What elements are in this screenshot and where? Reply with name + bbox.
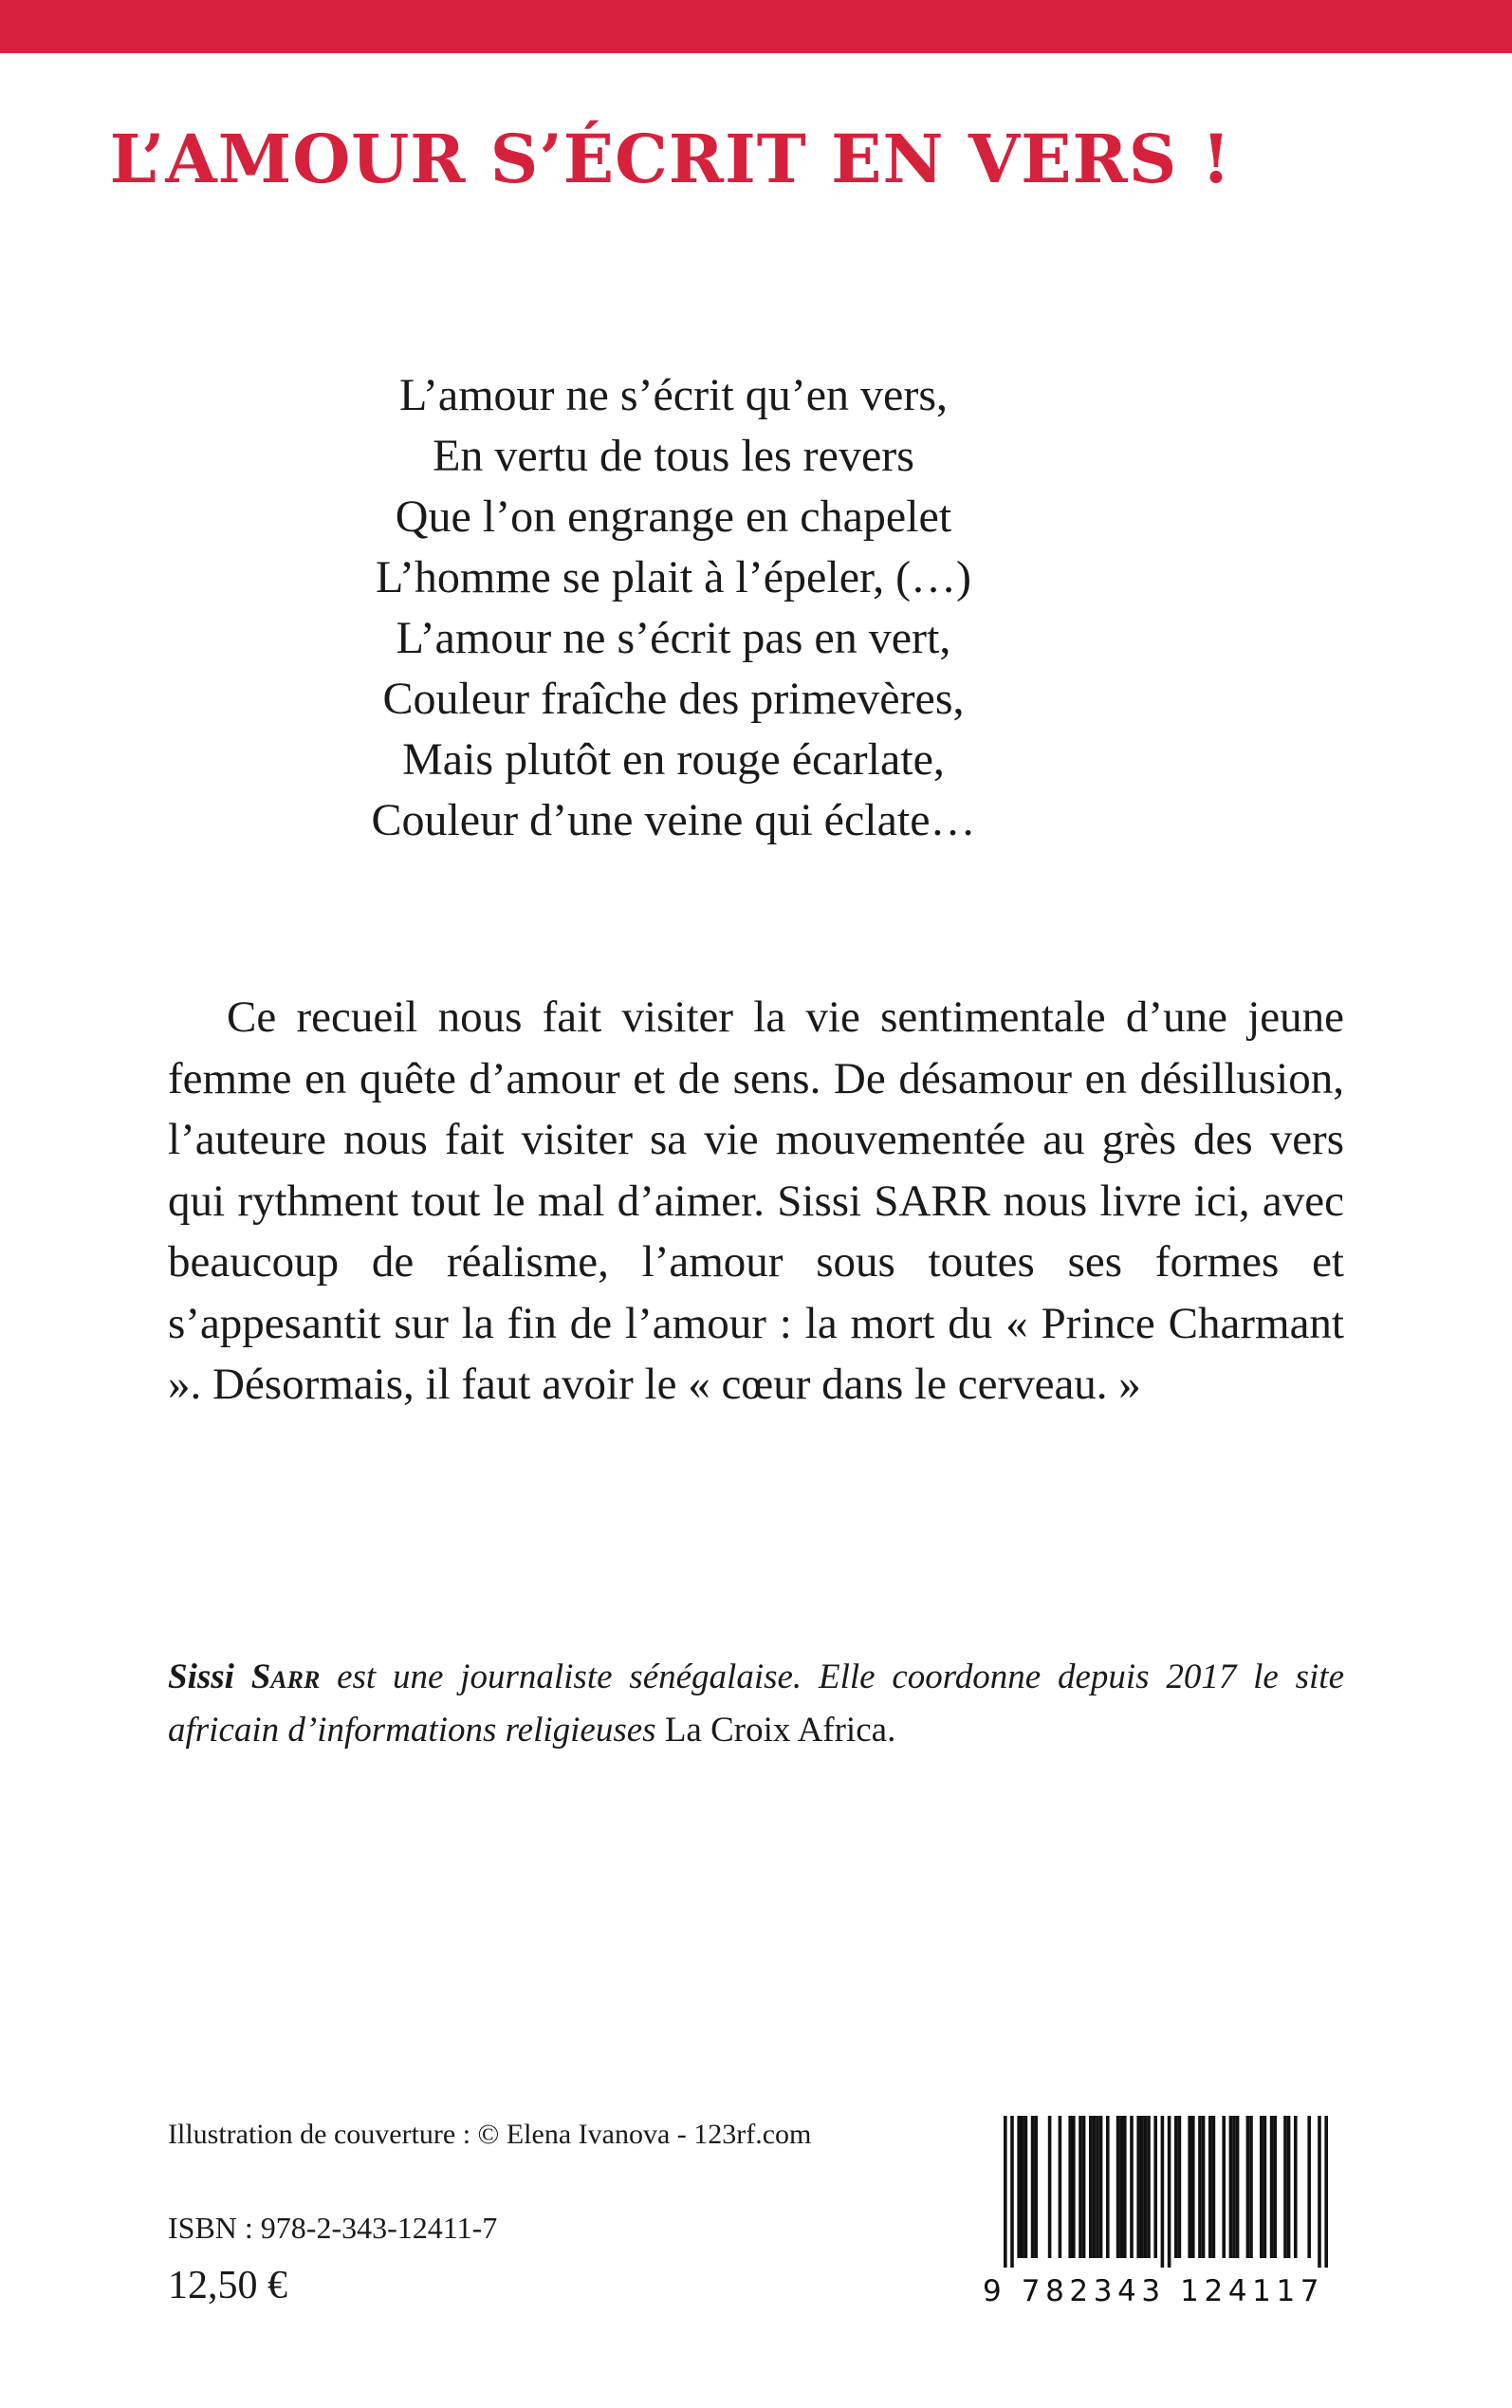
barcode-bar	[1324, 2116, 1328, 2268]
illustration-credit: Illustration de couverture : © Elena Ivanova - 123rf.com	[168, 2119, 812, 2150]
barcode-bar	[1273, 2116, 1277, 2258]
barcode-bar	[1249, 2116, 1253, 2258]
barcode-bar	[1116, 2116, 1120, 2258]
barcode-bar	[1147, 2116, 1151, 2258]
barcode-bar	[1161, 2116, 1165, 2268]
poem-excerpt	[360, 365, 986, 851]
barcode-bar	[1222, 2116, 1226, 2258]
barcode-bar	[1099, 2116, 1103, 2258]
barcode-bar	[1096, 2116, 1099, 2258]
top-color-band	[0, 0, 1512, 53]
barcode-bar	[1024, 2116, 1028, 2258]
author-bio	[168, 1651, 1344, 1757]
barcode-bar	[1004, 2116, 1007, 2268]
barcode-bar	[1168, 2116, 1171, 2268]
barcode-bar	[1106, 2116, 1110, 2258]
publication-name: La Croix Africa	[664, 1711, 888, 1750]
barcode-bar	[1068, 2116, 1072, 2258]
barcode-bar	[1048, 2116, 1052, 2258]
barcode-bar	[1010, 2116, 1014, 2268]
barcode-bar	[1260, 2116, 1263, 2258]
barcode-bar	[1263, 2116, 1267, 2258]
author-first-name: Sissi	[168, 1658, 234, 1696]
barcode-bar	[1283, 2116, 1287, 2258]
barcode-bar	[1246, 2116, 1250, 2258]
barcode-bar	[1178, 2116, 1182, 2258]
barcode-bar	[1079, 2116, 1082, 2258]
poem-line: L’amour ne s’écrit qu’en vers,	[398, 370, 948, 420]
poem-line: L’homme se plait à l’épeler, (…)	[375, 552, 972, 602]
barcode-bar	[1153, 2116, 1157, 2258]
barcode-bar	[1232, 2116, 1236, 2258]
barcode-bar	[1198, 2116, 1202, 2258]
poem-line: Couleur d’une veine qui éclate…	[371, 795, 976, 845]
barcode-bar	[1270, 2116, 1274, 2258]
barcode-bar	[1072, 2116, 1076, 2258]
barcode-bar	[1188, 2116, 1191, 2258]
barcode-bar	[1136, 2116, 1140, 2258]
barcode-bar	[1208, 2116, 1212, 2258]
barcode-bar	[1093, 2116, 1097, 2258]
barcode-bar	[1191, 2116, 1195, 2258]
barcode-bar	[1229, 2116, 1233, 2258]
barcode	[983, 2116, 1343, 2309]
barcode-bar	[1082, 2116, 1086, 2258]
barcode-bar	[1287, 2116, 1291, 2258]
poem-line: Que l’on engrange en chapelet	[395, 491, 952, 542]
barcode-bar	[1059, 2116, 1062, 2258]
barcode-bar	[1031, 2116, 1035, 2258]
barcode-bar	[1089, 2116, 1093, 2258]
barcode-bar	[1236, 2116, 1240, 2258]
bio-end-punctuation: .	[887, 1711, 896, 1750]
barcode-bar	[1017, 2116, 1021, 2258]
poem-line: L’amour ne s’écrit pas en vert,	[396, 613, 951, 663]
book-title: L’AMOUR S’ÉCRIT EN VERS !	[109, 120, 1232, 198]
barcode-bar	[1140, 2116, 1144, 2258]
barcode-bar	[1123, 2116, 1127, 2258]
author-bio-text: est une journaliste sénégalaise. Elle coordonne depuis 2017 le site africain d’informations religieuses	[168, 1658, 1345, 1750]
barcode-bar	[1174, 2116, 1178, 2258]
barcode-bar	[1202, 2116, 1206, 2258]
barcode-icon	[983, 2116, 1343, 2268]
barcode-bar	[1119, 2116, 1123, 2258]
poem-line: Mais plutôt en rouge écarlate,	[402, 734, 945, 785]
barcode-bar	[1144, 2116, 1148, 2258]
barcode-bar	[1034, 2116, 1038, 2258]
barcode-digits: 9 782343 124117	[983, 2274, 1325, 2308]
author-surname: Sarr	[250, 1658, 321, 1696]
isbn: ISBN : 978-2-343-12411-7	[168, 2211, 498, 2245]
barcode-bar	[1318, 2116, 1321, 2268]
barcode-bar	[1021, 2116, 1024, 2258]
barcode-bar	[1307, 2116, 1311, 2258]
barcode-bar	[1130, 2116, 1134, 2258]
book-summary: Ce recueil nous fait visiter la vie sentimentale d’une jeune femme en quête d’amour et de sens. De désamour en désillusion, l’auteure nous fait visiter sa vie mouvementée au grès des vers qui rythment tout le mal d’aimer. Sissi SARR nous livre ici, avec beaucoup de réalisme, l’amour sous toutes ses formes et s’appesantit sur la fin de l’amour : la mort du « Prince Charmant ». Désormais, il faut avoir le « cœur dans le cerveau. »	[168, 992, 1344, 1409]
poem-line: En vertu de tous les revers	[433, 431, 914, 481]
poem-line: Couleur fraîche des primevères,	[382, 674, 965, 724]
barcode-bar	[1212, 2116, 1216, 2258]
barcode-bar	[1294, 2116, 1298, 2258]
price: 12,50 €	[168, 2264, 287, 2307]
